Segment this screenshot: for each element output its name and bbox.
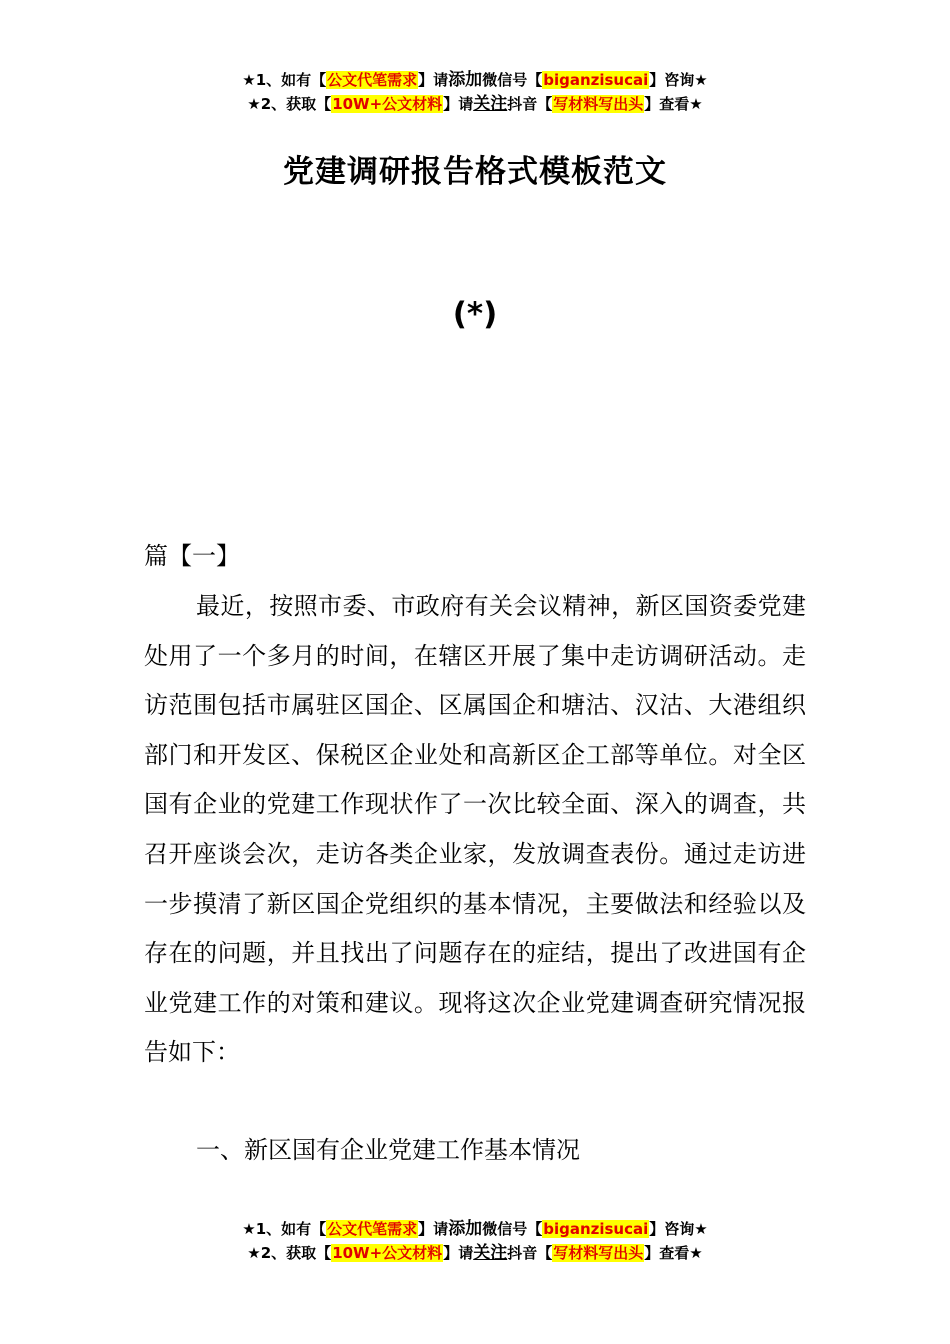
banner-text: 】请 xyxy=(418,1220,449,1238)
banner-highlight: 写材料写出头 xyxy=(553,95,644,113)
banner-emphasis: 添加 xyxy=(448,70,483,90)
banner-text: 】查看★ xyxy=(644,95,703,113)
banner-highlight: biganzisucai xyxy=(543,1220,649,1238)
banner-text: 抖音【 xyxy=(507,95,553,113)
banner-line-1 xyxy=(0,68,950,92)
banner-text: 微信号【 xyxy=(482,71,543,89)
banner-highlight: 10W+公文材料 xyxy=(332,1244,443,1262)
banner-text: ★1、如有【 xyxy=(242,1220,327,1238)
body-paragraph: 最近，按照市委、市政府有关会议精神，新区国资委党建处用了一个多月的时间，在辖区开展了集中走访调研活动。走访范围包括市属驻区国企、区属国企和塘沽、汉沽、大港组织部门和开发区、保税区企业处和高新区企工部等单位。对全区国有企业的党建工作现状作了一次比较全面、深入的调查，共召开座谈会次，走访各类企业家，发放调查表份。通过走访进一步摸清了新区国企党组织的基本情况，主要做法和经验以及存在的问题，并且找出了问题存在的症结，提出了改进国有企业党建工作的对策和建议。现将这次企业党建调查研究情况报告如下： xyxy=(144,592,806,1067)
banner-text: 微信号【 xyxy=(482,1220,543,1238)
banner-emphasis: 关注 xyxy=(473,94,508,114)
section-heading: 一、新区国有企业党建工作基本情况 xyxy=(196,1136,580,1164)
banner-emphasis: 添加 xyxy=(448,1219,483,1239)
banner-line-2 xyxy=(0,92,950,116)
banner-text: ★2、获取【 xyxy=(247,1244,332,1262)
banner-text: ★2、获取【 xyxy=(247,95,332,113)
banner-text: 】咨询★ xyxy=(649,1220,708,1238)
section-label: 篇【一】 xyxy=(144,542,240,570)
banner-line-2 xyxy=(0,1241,950,1265)
top-banner xyxy=(0,68,950,116)
banner-emphasis: 关注 xyxy=(473,1243,508,1263)
banner-text: 】请 xyxy=(443,95,474,113)
banner-text: 】请 xyxy=(443,1244,474,1262)
banner-highlight: 写材料写出头 xyxy=(553,1244,644,1262)
banner-highlight: 公文代笔需求 xyxy=(327,71,418,89)
banner-highlight: biganzisucai xyxy=(543,71,649,89)
banner-line-1 xyxy=(0,1217,950,1241)
bottom-banner xyxy=(0,1217,950,1265)
document-subtitle: (*) xyxy=(452,296,498,332)
banner-text: 】请 xyxy=(418,71,449,89)
banner-text: 】查看★ xyxy=(644,1244,703,1262)
document-title: 党建调研报告格式模板范文 xyxy=(283,154,667,190)
banner-highlight: 公文代笔需求 xyxy=(327,1220,418,1238)
banner-highlight: 10W+公文材料 xyxy=(332,95,443,113)
banner-text: 抖音【 xyxy=(507,1244,553,1262)
banner-text: ★1、如有【 xyxy=(242,71,327,89)
banner-text: 】咨询★ xyxy=(649,71,708,89)
